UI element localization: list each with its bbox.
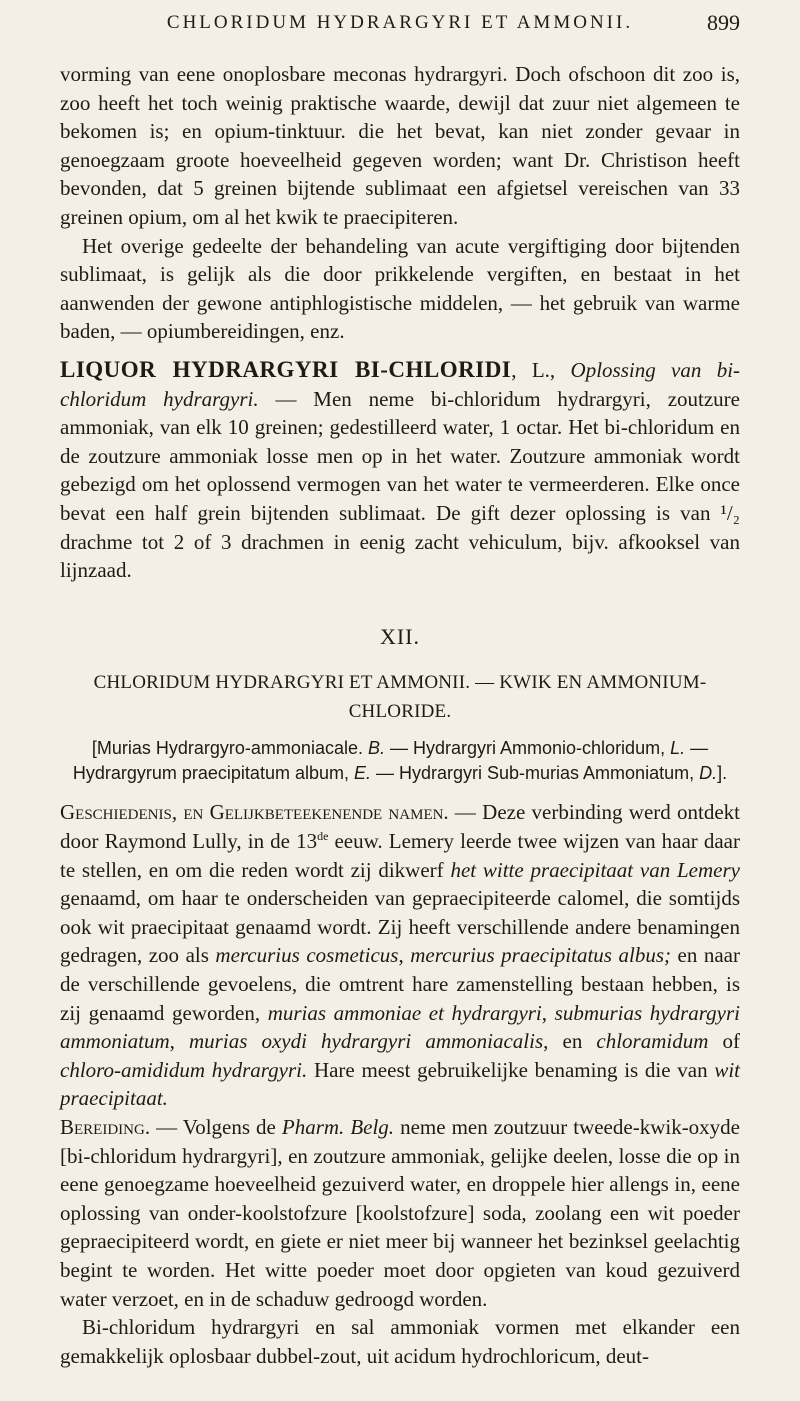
- paragraph-treatment: Het overige gedeelte der behandeling van acute vergiftiging door bijtenden sublimaat, is gelijk als die door prikkelende vergiften, en bestaat in het aanwenden der gewone antiphlogistische middelen, — het gebruik van warme baden, — opiumbereidingen, enz.: [60, 233, 740, 344]
- history-i7: chloramidum: [596, 1029, 709, 1054]
- syn-d: L.: [670, 738, 686, 759]
- history-t5: en naar de verschillende gevoelens, die omtrent hare zamenstelling bestaan hebben, is zij genaamd geworden,: [60, 943, 740, 1025]
- syn-g: — Hydrargyri Sub-murias Ammoniatum,: [371, 763, 700, 784]
- history-i9: wit praecipitaat.: [60, 1057, 741, 1111]
- syn-i: ].: [717, 763, 728, 784]
- history-i1: het witte praecipitaat van Lemery: [450, 857, 740, 882]
- history-t4: ,: [398, 943, 411, 968]
- history-sup: de: [317, 829, 329, 844]
- history-i8: chloro-amididum hydrargyri.: [60, 1057, 308, 1082]
- page-body: [60, 60, 740, 1370]
- paragraph-history: [60, 798, 740, 1113]
- section-numeral: XII.: [379, 623, 421, 649]
- section-heading: CHLORIDUM HYDRARGYRI ET AMMONII. — KWIK EN AMMONIUM-CHLORIDE.: [93, 672, 707, 722]
- prep-t2: neme men zoutzuur tweede-kwik-oxyde [bi-chloridum hydrargyri], en zoutzure ammoniak, gelijke deelen, losse die op in eene genoegzame hoeveelheid gezuiverd water, en droppele hier allengs in, eene oplossing van onder-koolstofzure [koolstofzure] soda, zoolang een wit poeder gepraecipiteerd wordt, en giete er niet meer bij wanneer het bezinksel geelachtig begint te worden. Het witte poeder moet door opgieten van koud gezuiverd water verzoet, en in de schaduw gedroogd worden.: [60, 1115, 741, 1311]
- liquor-abbr: , L.,: [511, 357, 556, 382]
- history-t7: ,: [169, 1029, 190, 1054]
- page-number: 899: [707, 10, 740, 35]
- history-i6: murias oxydi hydrargyri ammoniacalis: [189, 1029, 544, 1054]
- liquor-title-italic: Oplossing van bi-chloridum hydrargyri.: [60, 357, 741, 411]
- liquor-title: LIQUOR HYDRARGYRI BI-CHLORIDI: [60, 356, 512, 382]
- paragraph-double-salt: Bi-chloridum hydrargyri en sal ammoniak vormen met elkander een gemakkelijk oplosbaar dubbel-zout, uit acidum hydrochloricum, deut-: [60, 1315, 740, 1368]
- syn-e: — Hydrargyrum praecipitatum album,: [72, 738, 709, 784]
- history-i2: mercurius cosmeticus: [215, 943, 399, 968]
- syn-a: [Murias Hydrargyro-ammoniacale.: [91, 738, 368, 759]
- liquor-fraction: ¹/₂: [720, 500, 740, 525]
- paragraph-meconas: vorming van eene onoplosbare meconas hydrargyri. Doch ofschoon dit zoo is, zoo heeft het toch weinig praktische waarde, dewijl dat zuur niet algemeen te bekomen is; en opium-tinktuur. die het bevat, kan niet zonder gevaar in genoegzaam groote hoeveelheid gegeven worden; want Dr. Christison heeft bevonden, dat 5 greinen bijtende sublimaat een afgietsel vereischen van 33 greinen opium, om al het kwik te praecipiteren.: [60, 62, 740, 229]
- history-t2: eeuw. Lemery leerde twee wijzen van haar daar te stellen, en om die reden wordt zij dikwerf: [60, 829, 740, 882]
- history-t9: of: [708, 1029, 740, 1054]
- history-label: Geschiedenis, en Gelijkbeteekenende namen.: [60, 800, 449, 825]
- liquor-text-a: — Men neme bi-chloridum hydrargyri, zoutzure ammoniak, van elk 10 greinen; gedestilleerd water, 1 octar. Het bi-chloridum en de zoutzure ammoniak losse men op in het water. Zoutzure ammoniak wordt gebezigd om het oplossend vermogen van het water te vermeerderen. Elke once bevat een half grein bijtenden sublimaat. De gift dezer oplossing is van: [60, 386, 740, 525]
- history-i3: mercurius praecipitatus albus;: [410, 943, 671, 968]
- history-t3: genaamd, om haar te onderscheiden van gepraecipiteerde calomel, die somtijds ook wit praecipitaat genaamd wordt. Zij heeft verschillende andere benamingen gedragen, zoo als: [60, 886, 740, 968]
- syn-c: — Hydrargyri Ammonio-chloridum,: [385, 738, 671, 759]
- history-t1: — Deze verbinding werd ontdekt door Raymond Lully, in de 13: [60, 800, 740, 854]
- paragraph-preparation: [60, 1113, 740, 1313]
- history-i5: submurias hydrargyri ammoniatum: [60, 1000, 741, 1054]
- liquor-text-b: drachme tot 2 of 3 drachmen in eenig zacht vehiculum, bijv. afkooksel van lijnzaad.: [60, 529, 740, 583]
- liquor-entry: [60, 356, 740, 585]
- prep-label: Bereiding.: [60, 1115, 151, 1139]
- running-head: CHLORIDUM HYDRARGYRI ET AMMONII.: [166, 12, 634, 33]
- syn-h: D.: [699, 763, 718, 784]
- syn-b: B.: [367, 738, 385, 759]
- prep-i1: Pharm. Belg.: [281, 1115, 395, 1139]
- history-t8: , en: [543, 1029, 597, 1054]
- prep-t1: — Volgens de: [150, 1115, 282, 1139]
- history-t10: Hare meest gebruikelijke benaming is die van: [307, 1057, 715, 1082]
- history-t6: ,: [541, 1000, 555, 1025]
- synonym-list: [68, 736, 732, 786]
- syn-f: E.: [353, 763, 371, 784]
- history-i4: murias ammoniae et hydrargyri: [267, 1000, 542, 1025]
- page-header: [60, 6, 740, 40]
